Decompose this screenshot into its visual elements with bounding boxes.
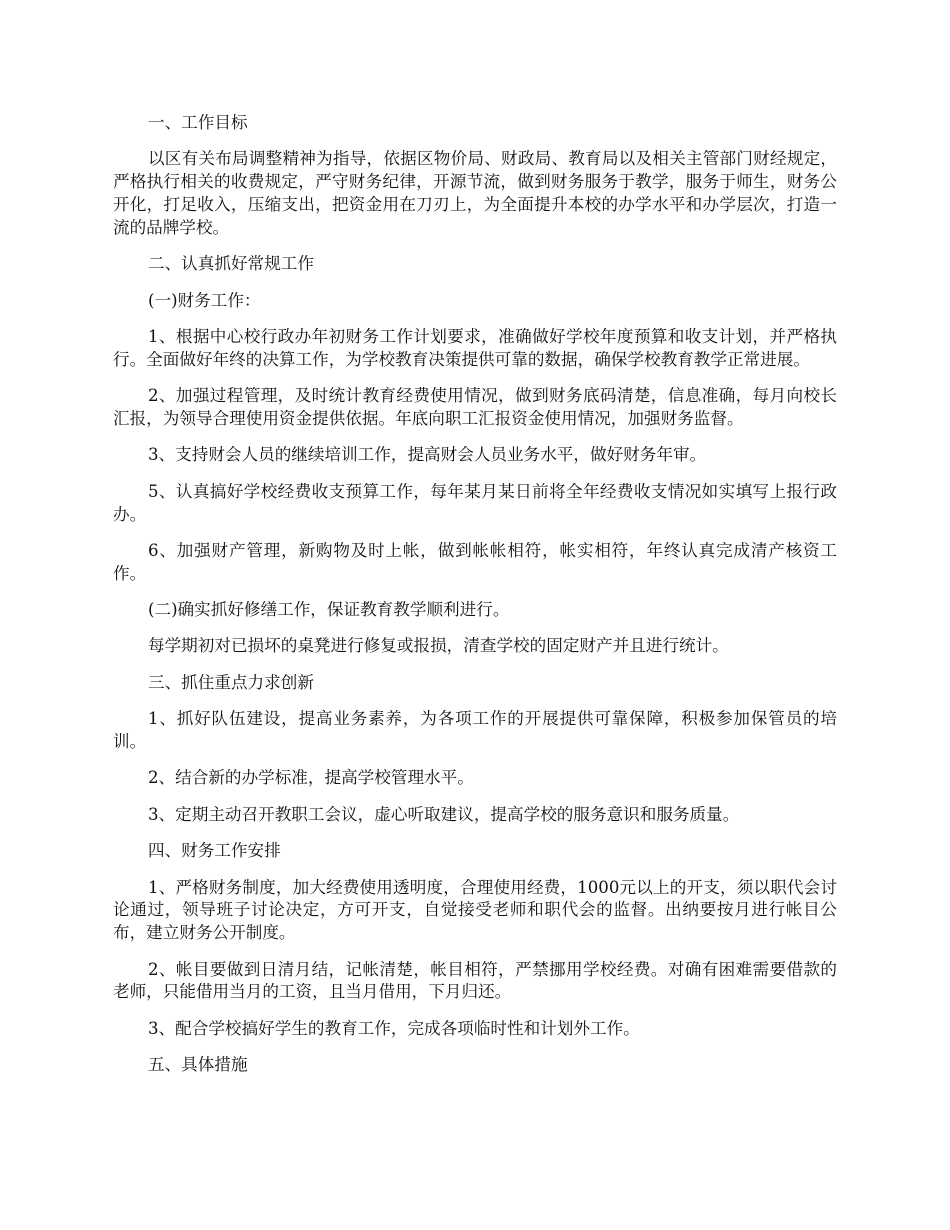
- paragraph-staff-meetings: 3、定期主动召开教职工会议，虚心听取建议，提高学校的服务意识和服务质量。: [148, 804, 740, 824]
- document-body: [113, 112, 837, 1091]
- section-heading-finance-arrangement: 四、财务工作安排: [148, 841, 281, 861]
- section-heading-goals: 一、工作目标: [148, 113, 248, 132]
- paragraph-staff-training: 3、支持财会人员的继续培训工作，提高财会人员业务水平，做好财务年审。: [148, 445, 707, 465]
- paragraph-team-building: 1、抓好队伍建设，提高业务素养，为各项工作的开展提供可靠保障，积极参加保管员的培训。: [113, 709, 837, 752]
- paragraph-accounts-daily: 2、帐目要做到日清月结，记帐清楚，帐目相符，严禁挪用学校经费。对确有困难需要借款的老师，只能借用当月的工资，且当月借用，下月归还。: [113, 959, 837, 1002]
- paragraph-student-education: 3、配合学校搞好学生的教育工作，完成各项临时性和计划外工作。: [148, 1018, 640, 1038]
- paragraph-repair-details: 每学期初对已损坏的桌凳进行修复或报损，清查学校的固定财产并且进行统计。: [148, 636, 729, 656]
- paragraph-management-level: 2、结合新的办学标准，提高学校管理水平。: [148, 768, 474, 788]
- paragraph-process-management: 2、加强过程管理，及时统计教育经费使用情况，做到财务底码清楚，信息准确，每月向校长汇报，为领导合理使用资金提供依据。年底向职工汇报资金使用情况，加强财务监督。: [113, 386, 837, 428]
- section-heading-routine-work: 二、认真抓好常规工作: [148, 254, 314, 274]
- section-heading-innovation: 三、抓住重点力求创新: [148, 672, 314, 692]
- paragraph-expense-budget: 5、认真搞好学校经费收支预算工作，每年某月某日前将全年经费收支情况如实填写上报行政办。: [113, 481, 837, 524]
- subheading-finance-work: (一)财务工作：: [148, 290, 261, 310]
- paragraph-goals: 以区有关布局调整精神为指导，依据区物价局、财政局、教育局以及相关主管部门财经规定，严格执行相关的收费规定，严守财务纪律，开源节流，做到财务服务于教学，服务于师生，财务公开化，打足收入，压缩支出，把资金用在刀刃上，为全面提升本校的办学水平和办学层次，打造一流的品牌学校。: [113, 149, 837, 237]
- section-heading-measures: 五、具体措施: [148, 1055, 248, 1075]
- paragraph-property-management: 6、加强财产管理，新购物及时上帐，做到帐帐相符，帐实相符，年终认真完成清产核资工作。: [113, 540, 837, 583]
- paragraph-budget-plan: 1、根据中心校行政办年初财务工作计划要求，准确做好学校年度预算和收支计划，并严格执行。全面做好年终的决算工作，为学校教育决策提供可靠的数据，确保学校教育教学正常进展。: [113, 326, 837, 369]
- subheading-repair-work: (二)确实抓好修缮工作，保证教育教学顺利进行。: [148, 600, 510, 620]
- paragraph-finance-system: 1、严格财务制度，加大经费使用透明度，合理使用经费，1000元以上的开支，须以职代会讨论通过，领导班子讨论决定，方可开支，自觉接受老师和职代会的监督。出纳要按月进行帐目公布，建立财务公开制度。: [113, 877, 837, 943]
